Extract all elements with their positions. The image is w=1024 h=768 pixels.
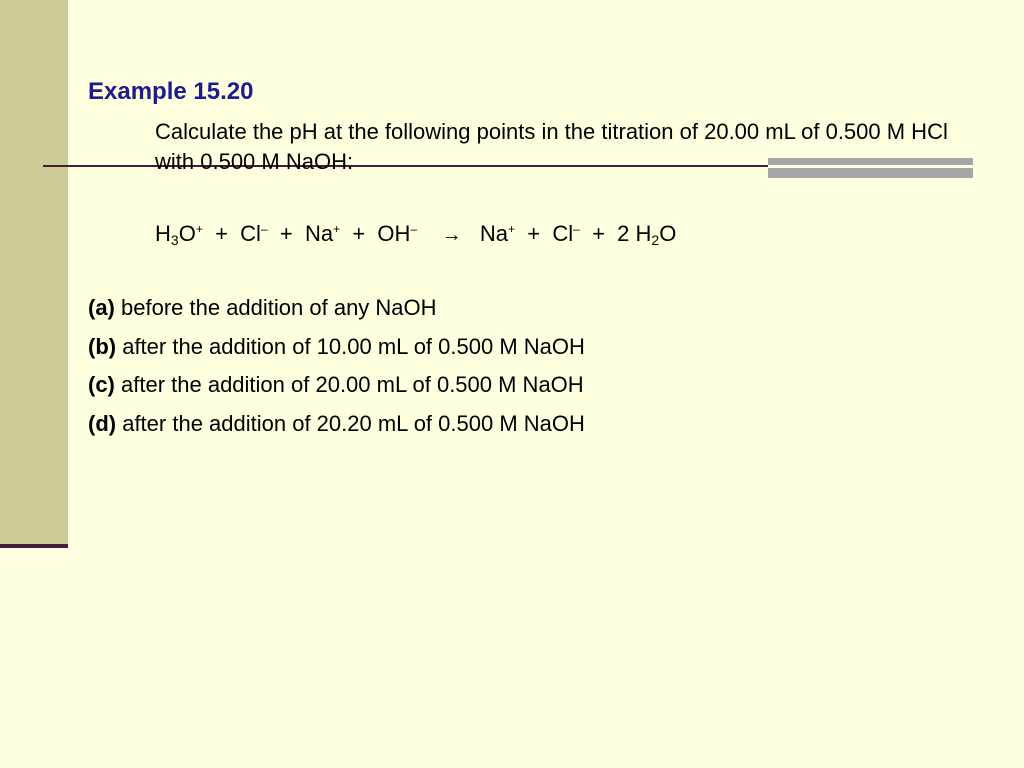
part-text: before the addition of any NaOH — [114, 295, 437, 320]
part-label: (b) — [88, 333, 117, 359]
eq-subscript: 3 — [170, 232, 179, 248]
eq-plus: + — [279, 221, 293, 246]
eq-term: O — [659, 221, 677, 246]
question-part-d — [88, 409, 585, 448]
eq-plus: + — [592, 221, 605, 246]
eq-superscript: + — [508, 222, 516, 236]
part-text: after the addition of 20.00 mL of 0.500 M NaOH — [114, 372, 584, 397]
eq-plus: + — [352, 221, 366, 246]
reaction-arrow-icon: → — [441, 224, 462, 246]
eq-superscript: – — [410, 222, 418, 236]
eq-term: O — [178, 221, 196, 246]
eq-term: OH — [377, 221, 411, 246]
question-part-c — [88, 370, 585, 409]
eq-superscript: + — [195, 222, 203, 236]
question-part-b — [88, 332, 585, 371]
problem-statement: Calculate the pH at the following points in the titration of 20.00 mL of 0.500 M HCl with 0.500 M NaOH: — [155, 119, 948, 174]
part-text: after the addition of 20.20 mL of 0.500 M NaOH — [116, 410, 585, 436]
left-accent-bar — [0, 0, 68, 545]
eq-superscript: – — [573, 222, 580, 236]
eq-plus: + — [215, 221, 228, 246]
slide-title: Example 15.20 — [88, 78, 254, 105]
left-accent-rule — [0, 544, 68, 548]
eq-superscript: + — [333, 222, 341, 236]
question-parts-list — [88, 293, 585, 447]
eq-term: Cl — [240, 221, 261, 246]
chemical-equation — [155, 221, 676, 247]
eq-term: 2 H — [617, 221, 652, 246]
eq-term: H — [155, 221, 171, 246]
eq-plus: + — [527, 221, 541, 246]
part-label: (a) — [88, 295, 115, 320]
eq-term: Na — [304, 221, 334, 246]
eq-superscript: – — [260, 222, 268, 236]
eq-subscript: 2 — [651, 232, 660, 248]
part-label: (c) — [88, 372, 115, 397]
question-part-a — [88, 293, 585, 332]
eq-term: Cl — [552, 221, 574, 246]
part-text: after the addition of 10.00 mL of 0.500 M NaOH — [116, 333, 585, 359]
part-label: (d) — [88, 410, 117, 436]
eq-term: Na — [479, 221, 509, 246]
